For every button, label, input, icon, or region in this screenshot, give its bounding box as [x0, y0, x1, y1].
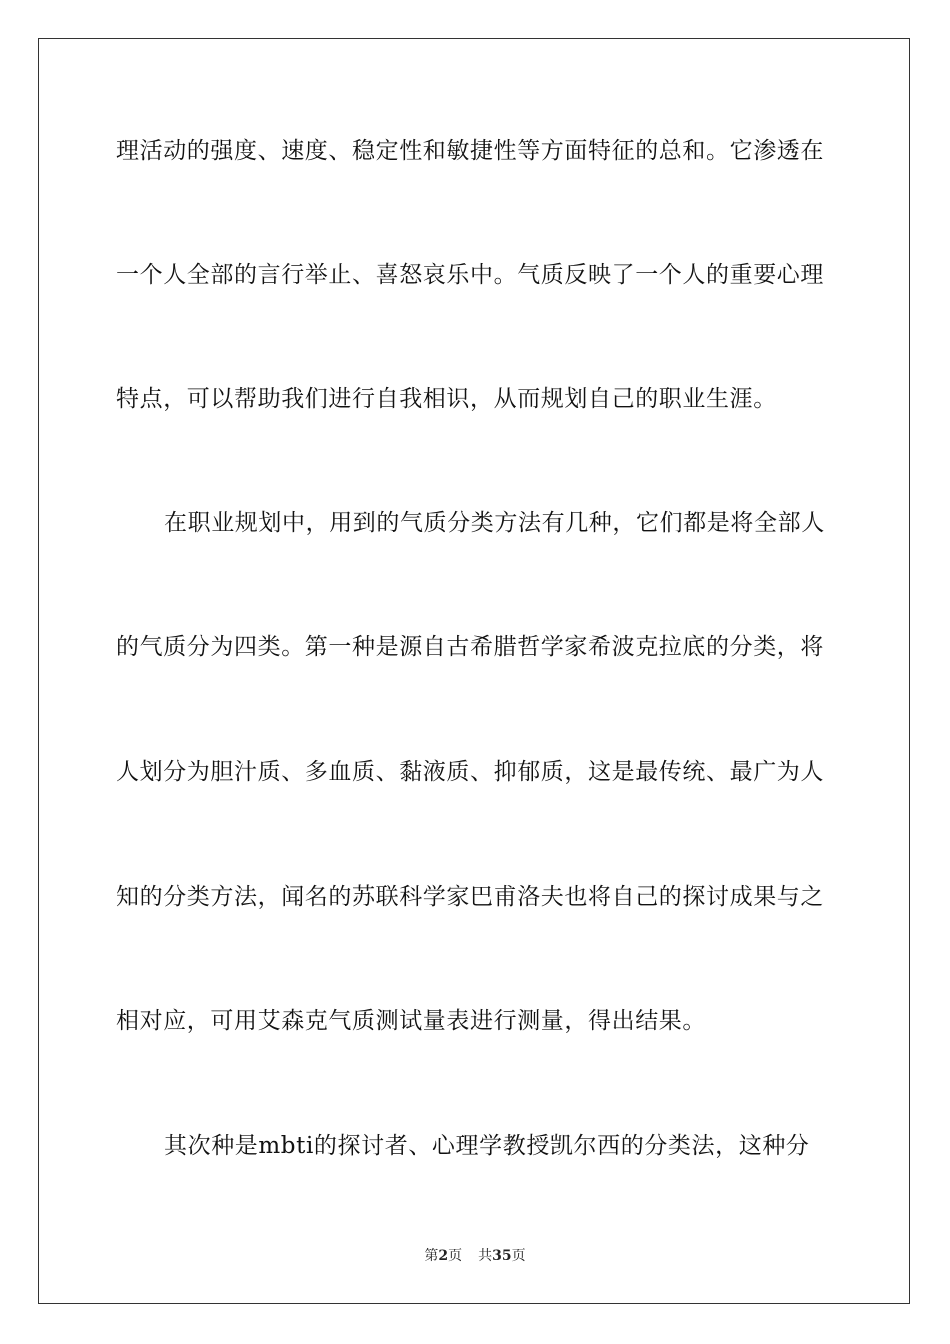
- text-line-8: 相对应，可用艾森克气质测试量表进行测量，得出结果。: [116, 1008, 706, 1034]
- text-line-1: 理活动的强度、速度、稳定性和敏捷性等方面特征的总和。它渗透在: [116, 138, 824, 164]
- text-line-5: 的气质分为四类。第一种是源自古希腊哲学家希波克拉底的分类，将: [116, 634, 824, 660]
- page-border: [38, 38, 910, 1304]
- text-line-7: 知的分类方法，闻名的苏联科学家巴甫洛夫也将自己的探讨成果与之: [116, 884, 824, 910]
- text-line-3: 特点，可以帮助我们进行自我相识，从而规划自己的职业生涯。: [116, 386, 777, 412]
- total-suffix: 页: [511, 1248, 526, 1264]
- page-suffix: 页: [448, 1248, 463, 1264]
- text-line-6: 人划分为胆汁质、多血质、黏液质、抑郁质，这是最传统、最广为人: [116, 759, 824, 785]
- text-line-9: 其次种是mbti的探讨者、心理学教授凯尔西的分类法，这种分: [164, 1133, 810, 1159]
- total-prefix: 共: [478, 1248, 493, 1264]
- current-page-number: 2: [438, 1248, 449, 1264]
- page-footer: [0, 1247, 950, 1265]
- text-line-2: 一个人全部的言行举止、喜怒哀乐中。气质反映了一个人的重要心理: [116, 262, 824, 288]
- page-prefix: 第: [424, 1248, 439, 1264]
- total-pages-number: 35: [492, 1248, 512, 1264]
- text-line-4: 在职业规划中，用到的气质分类方法有几种，它们都是将全部人: [164, 510, 825, 536]
